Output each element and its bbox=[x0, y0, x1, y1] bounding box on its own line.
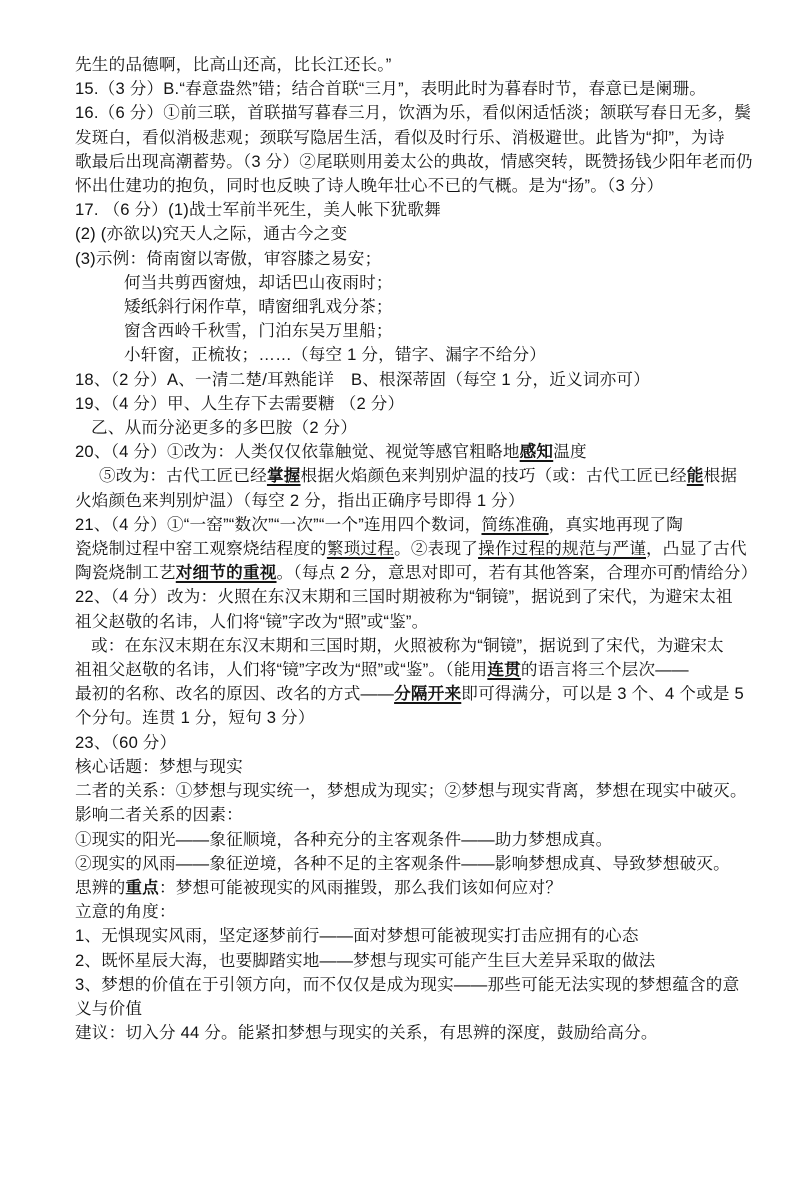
emphasized-text: 感知 bbox=[519, 442, 554, 462]
text-segment: (3)示例：倚南窗以寄傲，审容膝之易安； bbox=[75, 248, 382, 268]
document-line bbox=[75, 295, 742, 319]
document-line bbox=[75, 513, 742, 537]
text-segment: (2) (亦欲以)究天人之际，通古今之变 bbox=[75, 224, 348, 244]
emphasized-text: 分隔开来 bbox=[394, 684, 462, 704]
document-line bbox=[75, 610, 742, 634]
text-segment: 祖父赵敬的名讳，人们将“镜”字改为“照”或“鉴”。 bbox=[75, 611, 429, 631]
text-segment: ⑤改为：古代工匠已经 bbox=[99, 466, 267, 486]
text-segment: 17. （6 分）(1)战士军前半死生，美人帐下犹歌舞 bbox=[75, 200, 441, 220]
document-line bbox=[75, 779, 747, 803]
document-line bbox=[75, 706, 742, 730]
emphasized-text: 对细节的重视 bbox=[175, 563, 277, 583]
document-line bbox=[75, 634, 742, 658]
emphasized-text: 连贯 bbox=[487, 660, 521, 680]
text-segment: 先生的品德啊，比高山还高，比长江还长。” bbox=[75, 55, 392, 74]
document-line bbox=[75, 464, 742, 488]
document-line bbox=[75, 1021, 742, 1045]
text-segment: ，凸显了古代 bbox=[646, 539, 747, 559]
text-segment: 瓷烧制过程中窑工观察烧结程度的 bbox=[75, 539, 327, 559]
text-segment: ：梦想可能被现实的风雨摧毁，那么我们该如何应对？ bbox=[158, 877, 563, 897]
text-segment: 火焰颜色来判别炉温）（每空 2 分，指出正确序号即得 1 分） bbox=[75, 490, 525, 510]
emphasized-text: 重点 bbox=[125, 877, 159, 897]
text-segment: 15.（3 分）B.“春意盎然”错；结合首联“三月”，表明此时为暮春时节，春意已是阑珊。 bbox=[75, 79, 707, 99]
text-segment: 23、（60 分） bbox=[75, 732, 177, 752]
document-line bbox=[75, 53, 742, 77]
document-line bbox=[75, 828, 742, 852]
text-segment: 小轩窗，正梳妆；……（每空 1 分，错字、漏字不给分） bbox=[124, 345, 547, 365]
document-line bbox=[75, 126, 742, 150]
document-line bbox=[75, 876, 742, 900]
text-segment: 根据 bbox=[703, 466, 738, 486]
document-line bbox=[75, 416, 742, 440]
text-segment: 影响二者关系的因素： bbox=[75, 805, 243, 825]
emphasized-text: 简练准确 bbox=[481, 514, 549, 534]
text-segment: 。②表现了 bbox=[394, 539, 479, 559]
text-segment: 或：在东汉末期在东汉末期和三国时期，火照被称为“铜镜”，据说到了宋代，为避宋太 bbox=[91, 635, 724, 655]
document-line bbox=[75, 900, 742, 924]
emphasized-text: 能 bbox=[686, 466, 704, 486]
text-segment: 根据火焰颜色来判别炉温的技巧（或：古代工匠已经 bbox=[300, 466, 687, 486]
text-segment: 个分句。连贯 1 分，短句 3 分） bbox=[75, 708, 315, 728]
text-segment: 窗含西岭千秋雪，门泊东吴万里船； bbox=[124, 321, 393, 341]
document-line bbox=[75, 803, 742, 827]
text-segment: 3、梦想的价值在于引领方向，而不仅仅是成为现实——那些可能无法实现的梦想蕴含的意 bbox=[75, 974, 740, 994]
text-segment: 陶瓷烧制工艺 bbox=[75, 563, 176, 583]
text-segment: 21、（4 分）①“一窑”“数次”“一次”“一个”连用四个数词， bbox=[75, 514, 482, 534]
text-segment: 思辨的 bbox=[75, 877, 126, 897]
document-line bbox=[75, 924, 742, 948]
text-segment: 2、既怀星辰大海，也要脚踏实地——梦想与现实可能产生巨大差异采取的做法 bbox=[75, 950, 656, 970]
text-segment: 16.（6 分）①前三联，首联描写暮春三月，饮酒为乐，看似闲适恬淡；颔联写春日无多，鬓 bbox=[75, 103, 752, 123]
text-segment: 祖祖父赵敬的名讳，人们将“镜”字改为“照”或“鉴”。（能用 bbox=[75, 660, 488, 680]
document-line bbox=[75, 997, 742, 1021]
text-segment: ，真实地再现了陶 bbox=[548, 514, 684, 534]
document-line bbox=[75, 852, 742, 876]
text-segment: 22、（4 分）改为：火照在东汉末期和三国时期被称为“铜镜”，据说到了宋代，为避宋太祖 bbox=[75, 587, 733, 607]
text-segment: 18、（2 分）A、一清二楚/耳熟能详 B、根深蒂固（每空 1 分，近义词亦可） bbox=[75, 369, 651, 389]
emphasized-text: 繁琐过程 bbox=[326, 539, 395, 559]
document-line bbox=[75, 440, 742, 464]
document-line bbox=[75, 343, 742, 367]
document-line bbox=[75, 368, 742, 392]
text-segment: 1、无惧现实风雨，坚定逐梦前行——面对梦想可能被现实打击应拥有的心态 bbox=[75, 926, 639, 946]
text-segment: 怀出仕建功的抱负，同时也反映了诗人晚年壮心不已的气概。是为“扬”。（3 分） bbox=[75, 176, 664, 196]
text-segment: 乙、从而分泌更多的多巴胺（2 分） bbox=[91, 418, 358, 438]
document-line bbox=[75, 101, 752, 125]
text-segment: 最初的名称、改名的原因、改名的方式—— bbox=[75, 684, 395, 704]
document-line bbox=[75, 682, 742, 706]
text-segment: ②现实的风雨——象征逆境，各种不足的主客观条件——影响梦想成真、导致梦想破灭。 bbox=[75, 853, 730, 873]
document-line bbox=[75, 392, 742, 416]
text-segment: 20、（4 分）①改为：人类仅仅依靠触觉、视觉等感官粗略地 bbox=[75, 442, 520, 462]
text-segment: ①现实的阳光——象征顺境，各种充分的主客观条件——助力梦想成真。 bbox=[75, 829, 613, 849]
document-line bbox=[75, 150, 753, 174]
text-segment: 发斑白，看似消极悲观；颈联写隐居生活，看似及时行乐、消极避世。此皆为“抑”，为诗 bbox=[75, 127, 725, 147]
text-segment: 即可得满分，可以是 3 个、4 个或是 5 bbox=[461, 684, 744, 704]
document-line bbox=[75, 949, 742, 973]
document-line bbox=[75, 537, 747, 561]
document-line bbox=[75, 222, 742, 246]
document-line bbox=[75, 247, 742, 271]
document-line bbox=[75, 658, 742, 682]
document-line bbox=[75, 489, 742, 513]
document-line bbox=[75, 973, 742, 997]
document-line bbox=[75, 77, 742, 101]
document-line bbox=[75, 585, 742, 609]
text-segment: 温度 bbox=[553, 442, 587, 462]
text-segment: 义与价值 bbox=[75, 998, 143, 1018]
text-segment: 的语言将三个层次—— bbox=[520, 660, 689, 680]
text-segment: 建议：切入分 44 分。能紧扣梦想与现实的关系，有思辨的深度，鼓励给高分。 bbox=[75, 1023, 658, 1043]
document-line bbox=[75, 319, 742, 343]
emphasized-text: 操作过程的规范与严谨 bbox=[478, 539, 646, 559]
text-segment: 二者的关系：①梦想与现实统一，梦想成为现实；②梦想与现实背离，梦想在现实中破灭。 bbox=[75, 781, 747, 801]
text-segment: 。（每点 2 分，意思对即可，若有其他答案，合理亦可酌情给分） bbox=[276, 563, 758, 583]
text-segment: 矮纸斜行闲作草，晴窗细乳戏分茶； bbox=[124, 297, 393, 317]
document-line bbox=[75, 755, 742, 779]
emphasized-text: 掌握 bbox=[266, 466, 301, 486]
text-segment: 歌最后出现高潮蓄势。（3 分）②尾联则用姜太公的典故，情感突转，既赞扬钱少阳年老而仍 bbox=[75, 151, 753, 171]
document-line bbox=[75, 731, 742, 755]
document-line bbox=[75, 561, 758, 585]
document-line bbox=[75, 198, 742, 222]
text-segment: 立意的角度： bbox=[75, 902, 176, 922]
text-segment: 19、（4 分）甲、人生存下去需要糖 （2 分） bbox=[75, 393, 405, 413]
text-segment: 核心话题：梦想与现实 bbox=[75, 756, 243, 776]
document-line bbox=[75, 271, 742, 295]
document-line bbox=[75, 174, 742, 198]
text-segment: 何当共剪西窗烛，却话巴山夜雨时； bbox=[124, 272, 393, 292]
